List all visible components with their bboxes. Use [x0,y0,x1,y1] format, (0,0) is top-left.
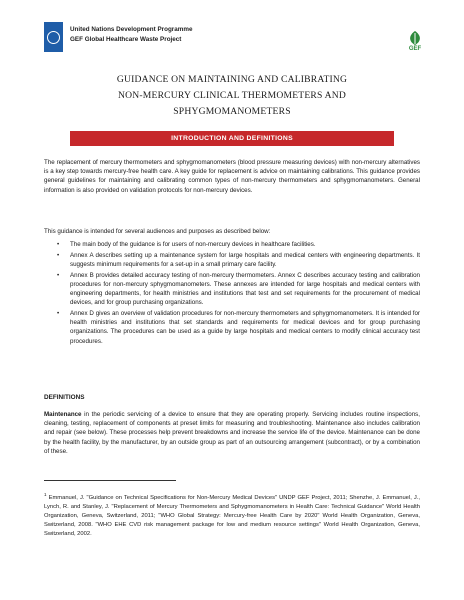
bullet-icon: • [57,251,60,259]
bullet-text: Annex D gives an overview of validation procedures for non-mercury thermometers and sphygmomanometers. It is intended for health ministries and institutions that set standards and requirements for medical devices and for group purchasing organizations. The procedures can be used as a guide by large hospitals and medical centers to modify clinical accuracy test procedures. [70,309,420,345]
footnote-text: Emmanuel, J. "Guidance on Technical Specifications for Non-Mercury Medical Devices" UNDP GEF Project, 2011; Shenzhe, J. Emmanuel, J., Lynch, R. and Stanley, J. "Replacement of Mercury Thermometers and Sphygmomanometers in Health Care: Technical Guidance" World Health Organization, Geneva, Switzerland, 2011; "WHO Global Strategy: Mercury-free Health Care by 2020" World Health Organization, Geneva, Switzerland, 2008. "WHO EHE CVD risk management package for low and medium resource settings" World Health Organization, Geneva, Switzerland, 2002. [44,494,420,537]
org-lines [70,25,192,45]
audience-bullet-list [57,240,420,347]
title-line-3: SPHYGMOMANOMETERS [173,106,291,117]
gef-leaf-icon [405,30,425,46]
intro-paragraph-1: The replacement of mercury thermometers and sphygmomanometers (blood pressure measuring devices) with non-mercury alternatives is a key step towards mercury-free health care. A key guide for replacement is advice on maintaining calibrations. This guidance provides general guidelines for maintaining and calibrating common types of non-mercury thermometers and sphygmomanometers. General information is also provided on validation protocols for non-mercury devices. [44,159,420,194]
project-name: GEF Global Healthcare Waste Project [70,36,182,43]
footnote-marker: 1 [44,492,47,497]
section-heading-bar: INTRODUCTION AND DEFINITIONS [70,131,394,146]
gef-logo [402,30,428,60]
title-line-1: GUIDANCE ON MAINTAINING AND CALIBRATING [116,74,348,85]
footnote-divider [44,480,176,481]
definitions-paragraph [44,410,420,456]
list-item [57,240,420,249]
document-title [44,72,420,120]
undp-logo [44,22,63,52]
definition-term: Maintenance [44,411,82,418]
definition-text: in the periodic servicing of a device to ensure that they are operating properly. Servicing includes routine inspections, cleaning, testing, replacement of components at preset limits for measuring and troubleshooting. Maintenance also includes calibration and repair (see below). These processes help prevent breakdowns and increase the service life of the device. Maintenance can be done by the health facility, by the manufacturer, by an outside group as part of an outsourcing arrangement (subcontract), or by a combination of these. [44,411,420,455]
bullet-text: Annex A describes setting up a maintenance system for large hospitals and medical centers with engineering departments. It suggests minimum requirements for a set-up in a small primary care facility. [70,251,420,268]
bullet-icon: • [57,309,60,317]
bullet-icon: • [57,241,60,248]
bullet-text: Annex B provides detailed accuracy testing of non-mercury thermometers. Annex C describes accuracy testing and calibration procedures for non-mercury sphygmomanometers. These annexes are intended for large hospitals and medical centers with engineering departments, for health ministries and institutions that test and set requirements for the procurement of medical devices, and for group purchasing organizations. [70,271,420,307]
list-item [57,271,420,308]
gef-logo-text: GEF [408,46,422,52]
page-header [44,22,420,52]
bullet-text: The main body of the guidance is for users of non-mercury devices in healthcare facilities. [70,241,316,248]
list-item [57,309,420,346]
footnote [44,490,420,539]
undp-globe-icon [47,31,60,44]
list-item [57,251,420,269]
org-name: United Nations Development Programme [70,26,193,33]
definitions-heading: DEFINITIONS [44,394,85,401]
title-line-2: NON-MERCURY CLINICAL THERMOMETERS AND [118,90,346,101]
intro-paragraph-2: This guidance is intended for several audiences and purposes as described below: [44,228,271,235]
bullet-icon: • [57,271,60,279]
